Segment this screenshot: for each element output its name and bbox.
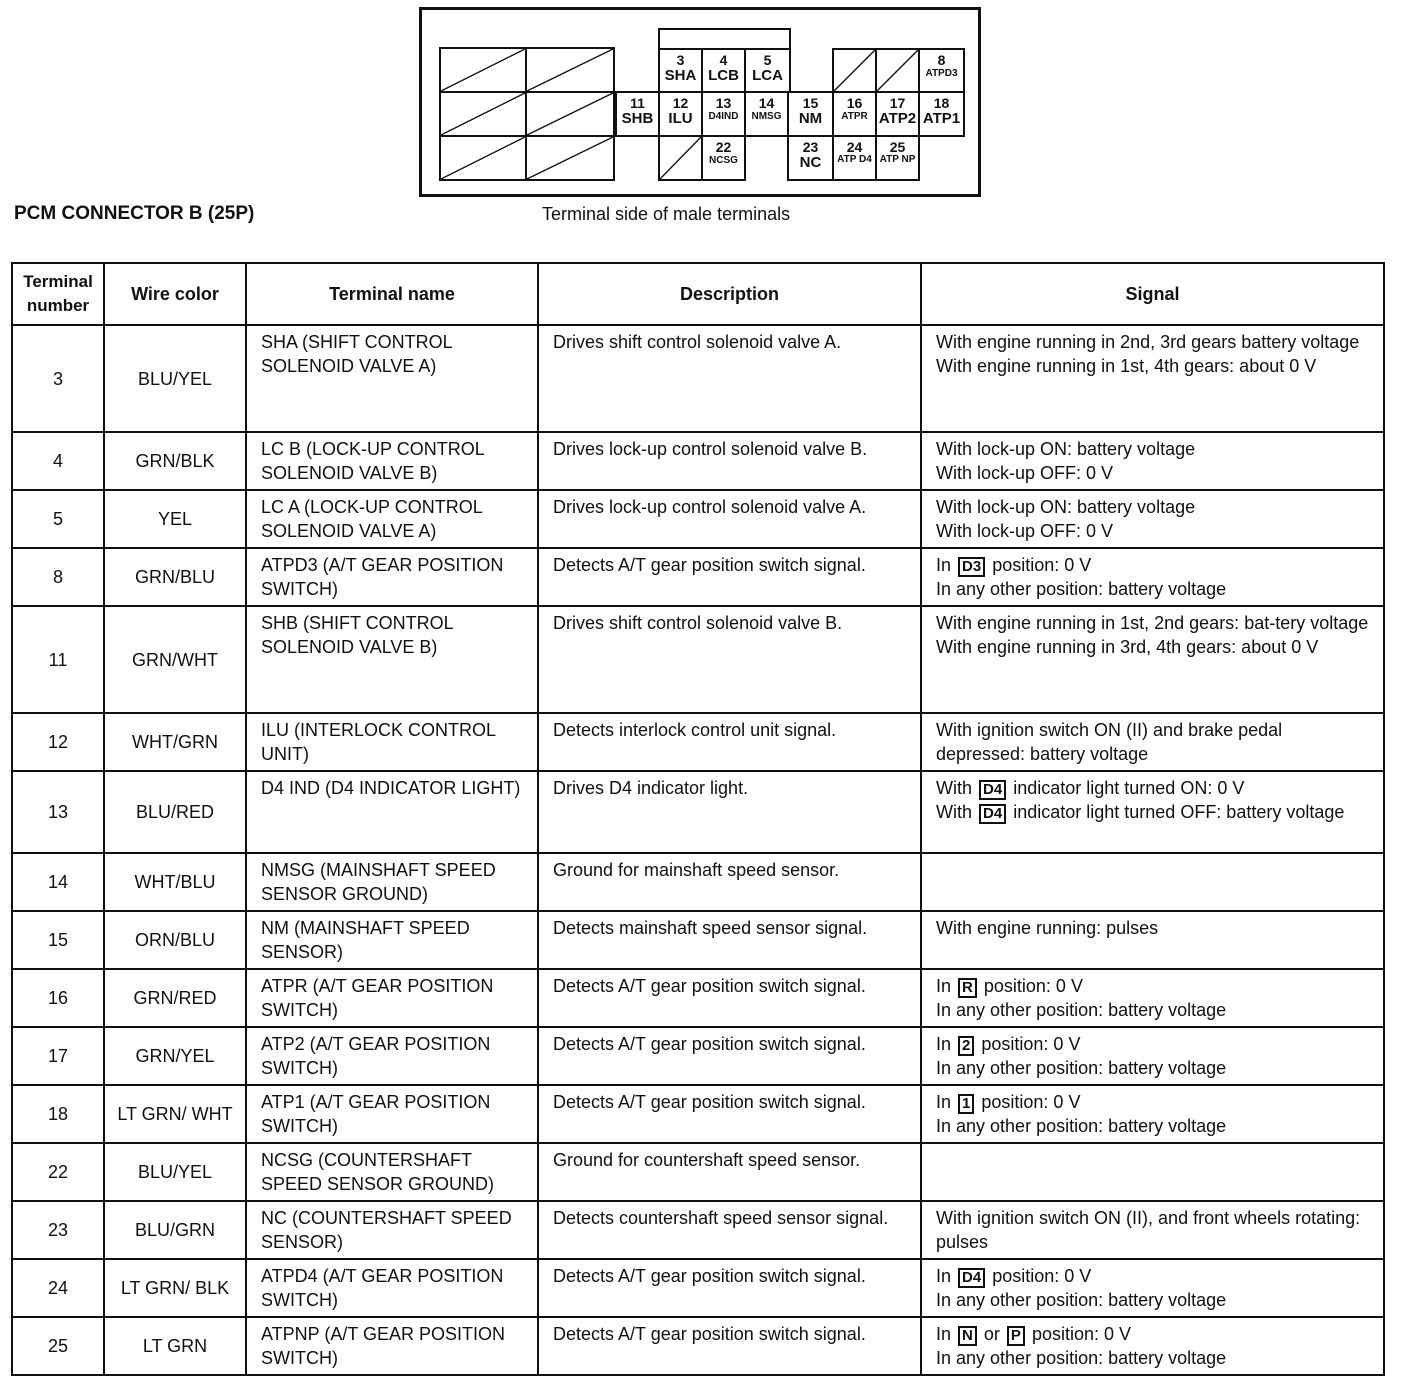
terminal-24: 24 ATP D4 xyxy=(832,135,877,181)
signal-cell xyxy=(921,325,1384,432)
terminal-12: 12 ILU xyxy=(658,91,703,137)
description-cell: Detects A/T gear position switch signal. xyxy=(538,1085,921,1143)
terminal-name-cell: NMSG (MAINSHAFT SPEED SENSOR GROUND) xyxy=(246,853,538,911)
signal-line xyxy=(936,974,1373,998)
signal-text: position: 0 V xyxy=(983,976,1083,996)
signal-cell xyxy=(921,853,1384,911)
table-row xyxy=(12,969,1384,1027)
header-description: Description xyxy=(538,263,921,325)
terminal-name-cell: D4 IND (D4 INDICATOR LIGHT) xyxy=(246,771,538,853)
header-terminal-name: Terminal name xyxy=(246,263,538,325)
terminal-15: 15 NM xyxy=(787,91,834,137)
signal-text: With lock-up OFF: 0 V xyxy=(936,463,1114,483)
wire-color-cell: BLU/RED xyxy=(104,771,246,853)
signal-text: In xyxy=(936,976,952,996)
blocked-cavity xyxy=(658,135,703,181)
terminal-name-cell: NC (COUNTERSHAFT SPEED SENSOR) xyxy=(246,1201,538,1259)
terminal-number-cell: 25 xyxy=(12,1317,104,1375)
signal-text: In any other position: battery voltage xyxy=(936,1290,1227,1310)
signal-cell xyxy=(921,969,1384,1027)
table-row xyxy=(12,853,1384,911)
position-badge: D4 xyxy=(958,1268,985,1288)
table-row xyxy=(12,911,1384,969)
signal-line xyxy=(936,635,1373,659)
terminal-name-cell: ATPNP (A/T GEAR POSITION SWITCH) xyxy=(246,1317,538,1375)
blocked-cavity xyxy=(875,48,920,93)
signal-line xyxy=(936,1206,1373,1254)
signal-text: position: 0 V xyxy=(1031,1324,1132,1344)
signal-text: With xyxy=(936,778,972,798)
terminal-17: 17 ATP2 xyxy=(875,91,920,137)
connector-tab xyxy=(658,28,791,50)
table-row xyxy=(12,1201,1384,1259)
description-cell: Ground for countershaft speed sensor. xyxy=(538,1143,921,1201)
terminal-name-cell: ATPD3 (A/T GEAR POSITION SWITCH) xyxy=(246,548,538,606)
terminal-3: 3 SHA xyxy=(658,48,703,93)
signal-text: In xyxy=(936,1324,952,1344)
terminal-13: 13 D4IND xyxy=(701,91,746,137)
terminal-18: 18 ATP1 xyxy=(918,91,965,137)
wire-color-cell: ORN/BLU xyxy=(104,911,246,969)
terminal-22: 22 NCSG xyxy=(701,135,746,181)
position-badge: N xyxy=(958,1326,977,1346)
signal-cell xyxy=(921,606,1384,713)
blocked-cavity xyxy=(439,91,527,137)
terminal-name-cell: LC B (LOCK-UP CONTROL SOLENOID VALVE B) xyxy=(246,432,538,490)
signal-line xyxy=(936,998,1373,1022)
description-cell: Detects A/T gear position switch signal. xyxy=(538,1317,921,1375)
table-row xyxy=(12,325,1384,432)
position-badge: D4 xyxy=(979,780,1006,800)
table-row xyxy=(12,713,1384,771)
blocked-cavity xyxy=(525,47,615,93)
wire-color-cell: LT GRN/ WHT xyxy=(104,1085,246,1143)
signal-text: In xyxy=(936,1266,952,1286)
signal-text: In xyxy=(936,1092,952,1112)
table-row xyxy=(12,548,1384,606)
position-badge: R xyxy=(958,978,977,998)
table-row xyxy=(12,1143,1384,1201)
terminal-number-cell: 3 xyxy=(12,325,104,432)
signal-text: With ignition switch ON (II) and brake pedal depressed: battery voltage xyxy=(936,720,1283,764)
terminal-5: 5 LCA xyxy=(744,48,791,93)
signal-text: With ignition switch ON (II), and front wheels rotating: pulses xyxy=(936,1208,1361,1252)
terminal-name-cell: SHA (SHIFT CONTROL SOLENOID VALVE A) xyxy=(246,325,538,432)
header-signal: Signal xyxy=(921,263,1384,325)
terminal-number-cell: 22 xyxy=(12,1143,104,1201)
table-row xyxy=(12,432,1384,490)
signal-cell xyxy=(921,1317,1384,1375)
header-wire-color: Wire color xyxy=(104,263,246,325)
signal-line xyxy=(936,611,1373,635)
signal-cell xyxy=(921,1027,1384,1085)
terminal-name-cell: ATP1 (A/T GEAR POSITION SWITCH) xyxy=(246,1085,538,1143)
blocked-cavity xyxy=(525,135,615,181)
wire-color-cell: LT GRN/ BLK xyxy=(104,1259,246,1317)
wire-color-cell: BLU/YEL xyxy=(104,1143,246,1201)
terminal-number-cell: 11 xyxy=(12,606,104,713)
blocked-cavity xyxy=(832,48,877,93)
position-badge: 1 xyxy=(958,1094,974,1114)
terminal-4: 4 LCB xyxy=(701,48,746,93)
position-badge: D3 xyxy=(958,557,985,577)
signal-cell xyxy=(921,713,1384,771)
terminal-number-cell: 4 xyxy=(12,432,104,490)
signal-text: or xyxy=(983,1324,1000,1344)
signal-text: With lock-up ON: battery voltage xyxy=(936,497,1196,517)
terminal-8: 8 ATPD3 xyxy=(918,48,965,93)
signal-line xyxy=(936,1346,1373,1370)
position-badge: P xyxy=(1007,1326,1025,1346)
wire-color-cell: BLU/GRN xyxy=(104,1201,246,1259)
signal-line xyxy=(936,1288,1373,1312)
wire-color-cell: LT GRN xyxy=(104,1317,246,1375)
signal-text: In xyxy=(936,1034,952,1054)
signal-text: indicator light turned OFF: battery voltage xyxy=(1013,802,1345,822)
description-cell: Detects A/T gear position switch signal. xyxy=(538,548,921,606)
wire-color-cell: WHT/BLU xyxy=(104,853,246,911)
description-cell: Ground for mainshaft speed sensor. xyxy=(538,853,921,911)
terminal-14: 14 NMSG xyxy=(744,91,789,137)
terminal-25: 25 ATP NP xyxy=(875,135,920,181)
signal-text: In any other position: battery voltage xyxy=(936,1058,1227,1078)
signal-text: In any other position: battery voltage xyxy=(936,1348,1227,1368)
wire-color-cell: WHT/GRN xyxy=(104,713,246,771)
signal-line xyxy=(936,800,1373,824)
signal-line xyxy=(936,1114,1373,1138)
signal-text: indicator light turned ON: 0 V xyxy=(1013,778,1245,798)
signal-text: position: 0 V xyxy=(981,1092,1081,1112)
terminal-number-cell: 14 xyxy=(12,853,104,911)
terminal-11: 11 SHB xyxy=(615,91,660,137)
signal-cell xyxy=(921,490,1384,548)
terminal-number-cell: 12 xyxy=(12,713,104,771)
table-row xyxy=(12,606,1384,713)
signal-text: position: 0 V xyxy=(981,1034,1081,1054)
signal-line xyxy=(936,437,1373,461)
terminal-number-cell: 23 xyxy=(12,1201,104,1259)
terminal-name-cell: ILU (INTERLOCK CONTROL UNIT) xyxy=(246,713,538,771)
table-row xyxy=(12,771,1384,853)
signal-line xyxy=(936,553,1373,577)
signal-line xyxy=(936,776,1373,800)
page-title: PCM CONNECTOR B (25P) xyxy=(14,203,255,224)
terminal-number-cell: 5 xyxy=(12,490,104,548)
header-terminal-number: Terminal number xyxy=(12,263,104,325)
signal-line xyxy=(936,1322,1373,1346)
signal-cell xyxy=(921,432,1384,490)
terminal-name-cell: NM (MAINSHAFT SPEED SENSOR) xyxy=(246,911,538,969)
table-row xyxy=(12,490,1384,548)
description-cell: Drives lock-up control solenoid valve B. xyxy=(538,432,921,490)
signal-line xyxy=(936,577,1373,601)
connector-diagram xyxy=(419,7,981,197)
signal-cell xyxy=(921,1085,1384,1143)
description-cell: Detects countershaft speed sensor signal. xyxy=(538,1201,921,1259)
signal-text: position: 0 V xyxy=(992,1266,1092,1286)
signal-cell xyxy=(921,771,1384,853)
signal-cell xyxy=(921,548,1384,606)
table-header-row xyxy=(12,263,1384,325)
signal-line xyxy=(936,330,1373,354)
terminal-name-cell: LC A (LOCK-UP CONTROL SOLENOID VALVE A) xyxy=(246,490,538,548)
pinout-table xyxy=(11,262,1385,1376)
signal-text: With xyxy=(936,802,972,822)
signal-text: In any other position: battery voltage xyxy=(936,1116,1227,1136)
terminal-23: 23 NC xyxy=(787,135,834,181)
signal-text: position: 0 V xyxy=(992,555,1092,575)
signal-line xyxy=(936,519,1373,543)
signal-line xyxy=(936,1090,1373,1114)
terminal-number-cell: 18 xyxy=(12,1085,104,1143)
signal-cell xyxy=(921,1201,1384,1259)
table-row xyxy=(12,1085,1384,1143)
signal-cell xyxy=(921,911,1384,969)
signal-line xyxy=(936,461,1373,485)
terminal-16: 16 ATPR xyxy=(832,91,877,137)
table-row xyxy=(12,1027,1384,1085)
signal-line xyxy=(936,495,1373,519)
signal-line xyxy=(936,718,1373,766)
signal-cell xyxy=(921,1143,1384,1201)
signal-text: With engine running in 2nd, 3rd gears battery voltage xyxy=(936,332,1360,352)
description-cell: Detects A/T gear position switch signal. xyxy=(538,969,921,1027)
blocked-cavity xyxy=(439,47,527,93)
description-cell: Drives D4 indicator light. xyxy=(538,771,921,853)
signal-text: With engine running in 1st, 4th gears: about 0 V xyxy=(936,356,1317,376)
signal-line xyxy=(936,354,1373,378)
wire-color-cell: GRN/BLK xyxy=(104,432,246,490)
description-cell: Drives lock-up control solenoid valve A. xyxy=(538,490,921,548)
signal-cell xyxy=(921,1259,1384,1317)
terminal-name-cell: SHB (SHIFT CONTROL SOLENOID VALVE B) xyxy=(246,606,538,713)
signal-line xyxy=(936,1264,1373,1288)
terminal-number-cell: 17 xyxy=(12,1027,104,1085)
signal-text: With engine running in 1st, 2nd gears: bat-tery voltage xyxy=(936,613,1369,633)
terminal-number-cell: 24 xyxy=(12,1259,104,1317)
wire-color-cell: YEL xyxy=(104,490,246,548)
description-cell: Drives shift control solenoid valve B. xyxy=(538,606,921,713)
description-cell: Drives shift control solenoid valve A. xyxy=(538,325,921,432)
signal-text: In any other position: battery voltage xyxy=(936,579,1227,599)
table-body xyxy=(12,325,1384,1375)
description-cell: Detects A/T gear position switch signal. xyxy=(538,1027,921,1085)
terminal-name-cell: ATPR (A/T GEAR POSITION SWITCH) xyxy=(246,969,538,1027)
terminal-name-cell: ATPD4 (A/T GEAR POSITION SWITCH) xyxy=(246,1259,538,1317)
signal-text: With engine running: pulses xyxy=(936,918,1159,938)
position-badge: 2 xyxy=(958,1036,974,1056)
signal-line xyxy=(936,916,1373,940)
wire-color-cell: GRN/WHT xyxy=(104,606,246,713)
diagram-caption: Terminal side of male terminals xyxy=(542,204,791,224)
table-row xyxy=(12,1259,1384,1317)
position-badge: D4 xyxy=(979,804,1006,824)
blocked-cavity xyxy=(439,135,527,181)
description-cell: Detects interlock control unit signal. xyxy=(538,713,921,771)
wire-color-cell: BLU/YEL xyxy=(104,325,246,432)
wire-color-cell: GRN/YEL xyxy=(104,1027,246,1085)
description-cell: Detects A/T gear position switch signal. xyxy=(538,1259,921,1317)
blocked-cavity xyxy=(525,91,615,137)
signal-text: With lock-up ON: battery voltage xyxy=(936,439,1196,459)
terminal-number-cell: 16 xyxy=(12,969,104,1027)
terminal-name-cell: ATP2 (A/T GEAR POSITION SWITCH) xyxy=(246,1027,538,1085)
terminal-number-cell: 13 xyxy=(12,771,104,853)
signal-line xyxy=(936,1056,1373,1080)
table-row xyxy=(12,1317,1384,1375)
signal-text: With engine running in 3rd, 4th gears: about 0 V xyxy=(936,637,1319,657)
wire-color-cell: GRN/RED xyxy=(104,969,246,1027)
wire-color-cell: GRN/BLU xyxy=(104,548,246,606)
terminal-number-cell: 15 xyxy=(12,911,104,969)
terminal-number-cell: 8 xyxy=(12,548,104,606)
terminal-name-cell: NCSG (COUNTERSHAFT SPEED SENSOR GROUND) xyxy=(246,1143,538,1201)
signal-text: In any other position: battery voltage xyxy=(936,1000,1227,1020)
signal-line xyxy=(936,1032,1373,1056)
signal-text: In xyxy=(936,555,952,575)
signal-text: With lock-up OFF: 0 V xyxy=(936,521,1114,541)
description-cell: Detects mainshaft speed sensor signal. xyxy=(538,911,921,969)
